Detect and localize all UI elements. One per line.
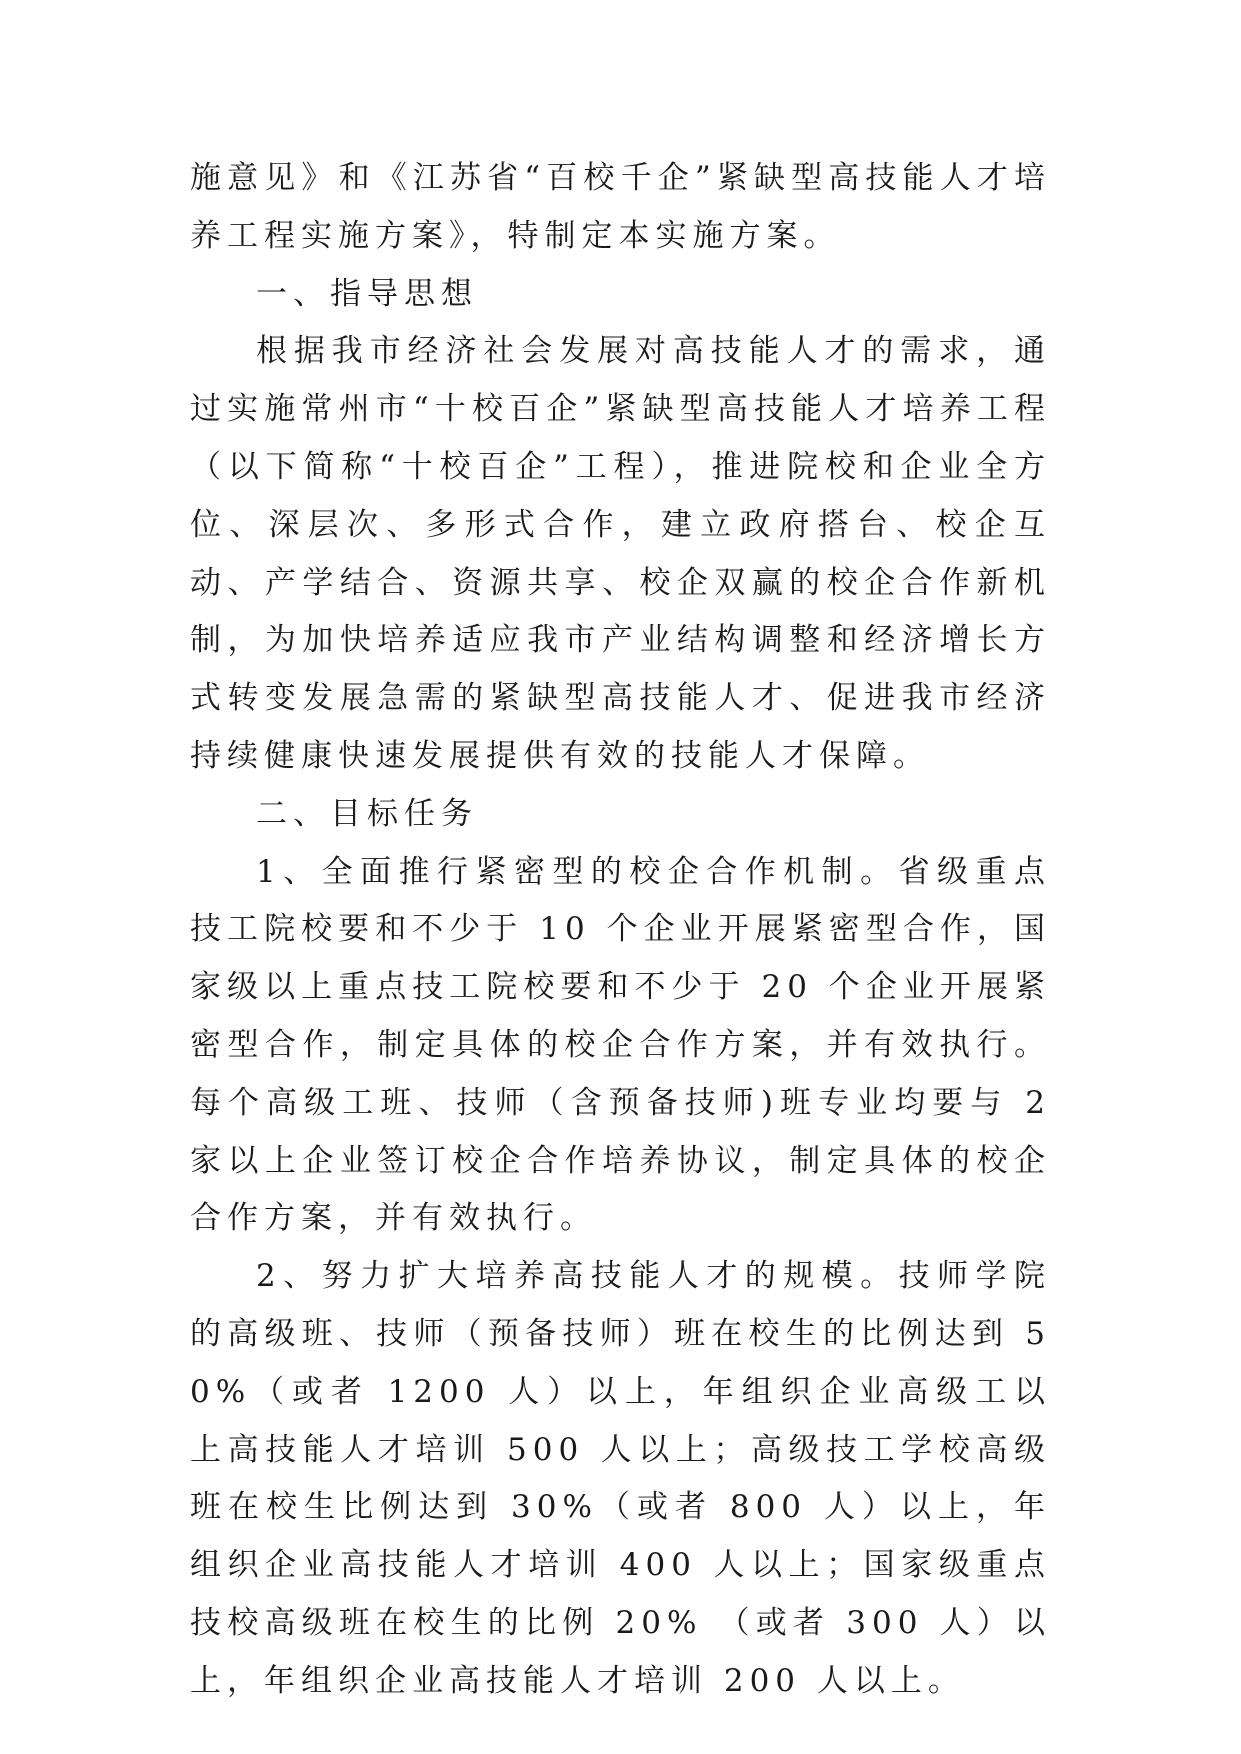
section-heading-goals-tasks: 二、目标任务 <box>256 795 478 832</box>
paragraph-goal-2: 2、努力扩大培养高技能人才的规模。技师学院的高级班、技师（预备技师）班在校生的比例达到 50%（或者 1200 人）以上，年组织企业高级工以上高技能人才培训 500 人以上；高级技工学校高级班在校生比例达到 30%（或者 800 人）以上，年组织企业高技能人才培训 400 人以上；国家级重点技校高级班在校生的比例 20% （或者 300 人）以上，年组织企业高技能人才培训 200 人以上。 <box>190 1258 1051 1699</box>
paragraph-intro-continuation: 施意见》和《江苏省“百校千企”紧缺型高技能人才培养工程实施方案》，特制定本实施方案。 <box>190 160 1051 254</box>
paragraph-goal-1: 1、全面推行紧密型的校企合作机制。省级重点技工院校要和不少于 10 个企业开展紧密型合作，国家级以上重点技工院校要和不少于 20 个企业开展紧密型合作，制定具体的校企合作方案，并有效执行。每个高级工班、技师（含预备技师)班专业均要与 2 家以上企业签订校企合作培养协议，制定具体的校企合作方案，并有效执行。 <box>190 853 1051 1237</box>
paragraph-guiding-ideology: 根据我市经济社会发展对高技能人才的需求，通过实施常州市“十校百企”紧缺型高技能人才培养工程（以下简称“十校百企”工程），推进院校和企业全方位、深层次、多形式合作，建立政府搭台、校企互动、产学结合、资源共享、校企双赢的校企合作新机制，为加快培养适应我市产业结构调整和经济增长方式转变发展急需的紧缺型高技能人才、促进我市经济持续健康快速发展提供有效的技能人才保障。 <box>190 333 1051 774</box>
section-heading-guiding-ideology: 一、指导思想 <box>256 275 478 312</box>
